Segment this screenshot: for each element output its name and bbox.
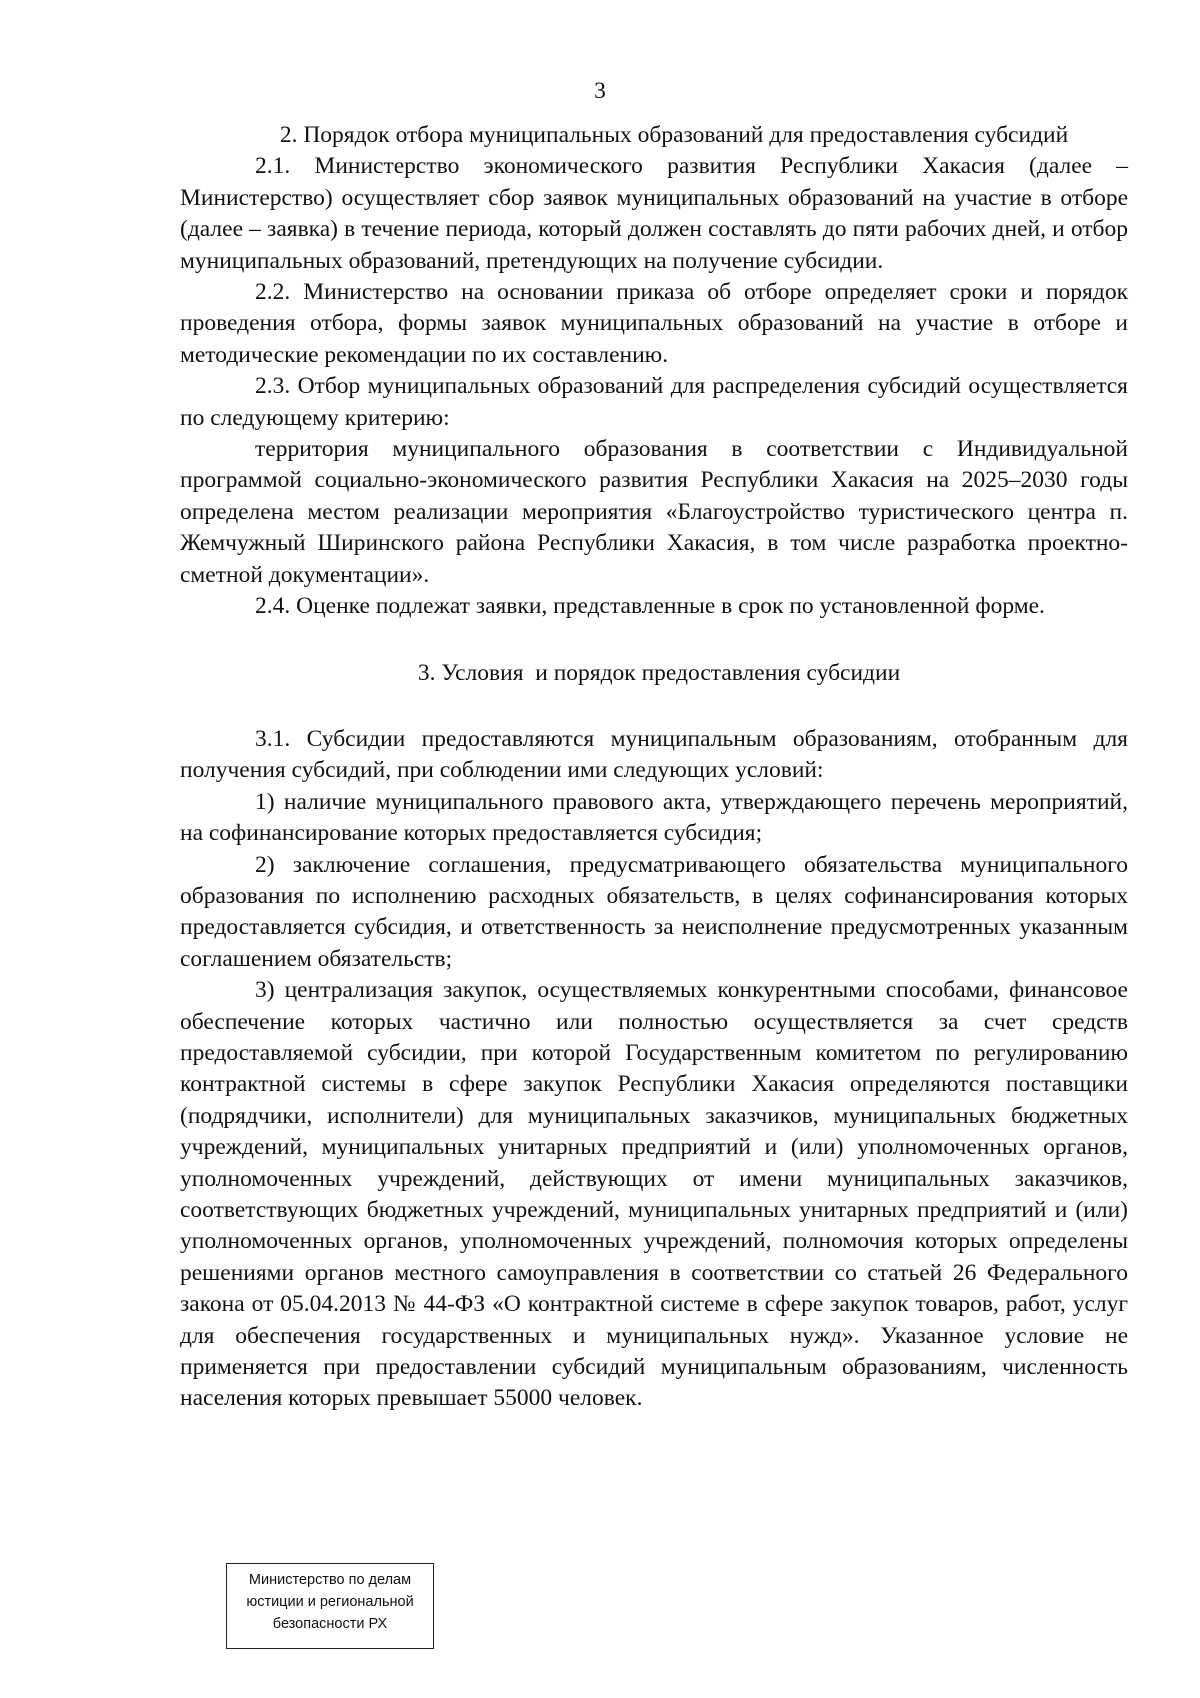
- paragraph-2-2: 2.2. Министерство на основании приказа об отборе определяет сроки и порядок проведения отбора, формы заявок муниципальных образований на участие в отборе и методические рекомендации по их составлению.: [180, 279, 1128, 368]
- paragraph-2-3-criterion: территория муниципального образования в соответствии с Индивидуальной программой социально-экономического развития Республики Хакасия на 2025–2030 годы определена местом реализации мероприятия «Благоустройство туристического центра п. Жемчужный Ширинского района Республики Хакасия, в том числе разработка проектно-сметной документации».: [180, 436, 1128, 588]
- stamp-line: юстиции и региональной: [246, 1594, 414, 1610]
- condition-1: 1) наличие муниципального правового акта, утверждающего перечень мероприятий, на софинансирование которых предоставляется субсидия;: [180, 788, 1128, 847]
- paragraph-2-4: 2.4. Оценке подлежат заявки, представленные в срок по установленной форме.: [255, 593, 1045, 620]
- section-2-heading: 2. Порядок отбора муниципальных образований для предоставления субсидий: [279, 122, 1069, 148]
- spacer: [180, 623, 1128, 658]
- spacer: [180, 689, 1128, 724]
- registration-stamp: [226, 1563, 434, 1649]
- paragraph-2-1: 2.1. Министерство экономического развития Республики Хакасия (далее – Министерство) осуществляет сбор заявок муниципальных образований на участие в отборе (далее – заявка) в течение периода, который должен составлять до пяти рабочих дней, и отбор муниципальных образований, претендующих на получение субсидии.: [180, 153, 1128, 274]
- page-number: 3: [594, 78, 606, 104]
- document-body: [180, 120, 1128, 1415]
- condition-2: 2) заключение соглашения, предусматривающего обязательства муниципального образования по исполнению расходных обязательств, в целях софинансирования которых предоставляется субсидия, и ответственность за неисполнение предусмотренных указанным соглашением обязательств;: [180, 851, 1128, 972]
- stamp-line: Министерство по делам: [248, 1572, 412, 1588]
- section-3-heading: 3. Условия и порядок предоставления субсидии: [417, 659, 901, 686]
- condition-3: 3) централизация закупок, осуществляемых конкурентными способами, финансовое обеспечение которых частично или полностью осуществляется за счет средств предоставляемой субсидии, при которой Государственным комитетом по регулированию контрактной системы в сфере закупок Республики Хакасия определяются поставщики (подрядчики, исполнители) для муниципальных заказчиков, муниципальных бюджетных учреждений, муниципальных унитарных предприятий и (или) уполномоченных органов, уполномоченных учреждений, действующих от имени муниципальных заказчиков, соответствующих бюджетных учреждений, муниципальных унитарных предприятий и (или) уполномоченных органов, уполномоченных учреждений, полномочия которых определены решениями органов местного самоуправления в соответствии со статьей 26 Федерального закона от 05.04.2013 № 44-ФЗ «О контрактной системе в сфере закупок товаров, работ, услуг для обеспечения государственных и муниципальных нужд». Указанное условие не применяется при предоставлении субсидий муниципальным образованиям, численность населения которых превышает 55000 человек.: [180, 977, 1128, 1412]
- stamp-line: безопасности РХ: [272, 1616, 388, 1632]
- paragraph-2-3: 2.3. Отбор муниципальных образований для распределения субсидий осуществляется по следующему критерию:: [180, 373, 1128, 431]
- paragraph-3-1: 3.1. Субсидии предоставляются муниципальным образованиям, отобранным для получения субсидий, при соблюдении ими следующих условий:: [180, 725, 1128, 784]
